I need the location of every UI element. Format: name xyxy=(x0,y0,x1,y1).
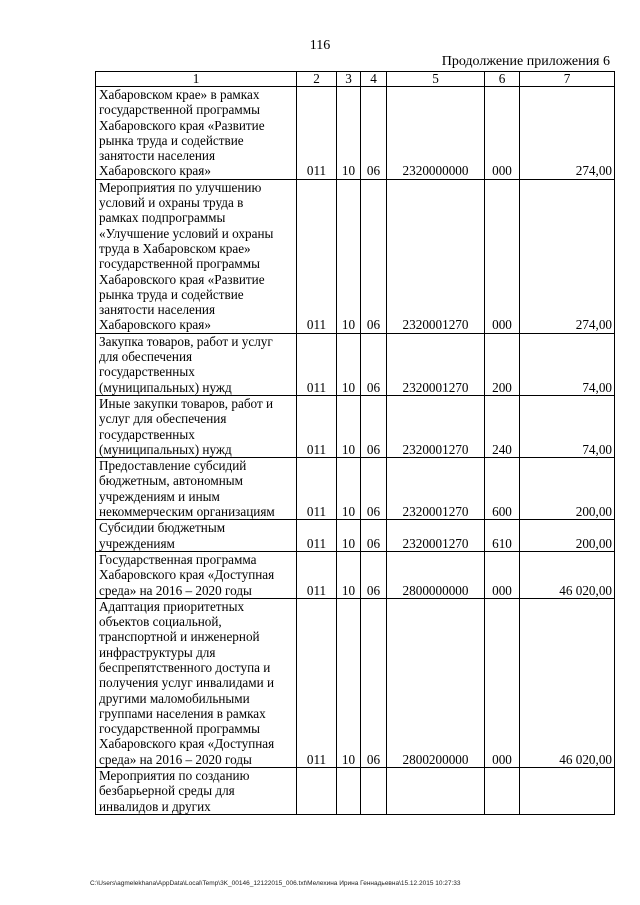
row-name-line: транспортной и инженерной xyxy=(99,629,260,645)
row-name-line: для обеспечения xyxy=(99,349,193,365)
table-row xyxy=(96,179,615,333)
section-cell: 10 xyxy=(337,458,361,520)
target-article-cell: 2320001270 xyxy=(387,333,485,395)
table-row xyxy=(96,333,615,395)
footer-path: C:\Users\agmelekhana\AppData\Local\Temp\3K_00146_12122015_006.txt\Мелехина Ирина Геннадьевна\15.12.2015 10:27:33 xyxy=(90,880,461,887)
expense-type-cell: 200 xyxy=(485,333,520,395)
code-cell: 011 xyxy=(297,333,337,395)
table-row xyxy=(96,598,615,767)
table-row xyxy=(96,768,615,815)
section-cell xyxy=(337,768,361,815)
code-cell: 011 xyxy=(297,598,337,767)
expense-type-cell: 000 xyxy=(485,551,520,598)
row-name-line: услуг для обеспечения xyxy=(99,411,227,427)
header-cell: 4 xyxy=(361,72,387,87)
row-name-cell xyxy=(96,598,297,767)
row-name-line: Закупка товаров, работ и услуг xyxy=(99,333,273,349)
code-cell: 011 xyxy=(297,179,337,333)
code-cell: 011 xyxy=(297,458,337,520)
target-article-cell: 2320000000 xyxy=(387,87,485,180)
row-name-line: Хабаровского края «Развитие xyxy=(99,117,265,133)
row-name-line: Хабаровского края «Доступная xyxy=(99,567,275,583)
header-cell: 1 xyxy=(96,72,297,87)
row-name-line: государственных xyxy=(99,364,195,380)
section-cell: 10 xyxy=(337,179,361,333)
header-row xyxy=(96,72,615,87)
table-row xyxy=(96,395,615,457)
amount-cell: 46 020,00 xyxy=(520,551,615,598)
subsection-cell: 06 xyxy=(361,87,387,180)
row-name-line: Хабаровском крае» в рамках xyxy=(99,87,260,102)
row-name-line: государственной программы xyxy=(99,102,260,118)
row-name-line: Хабаровского края» xyxy=(99,317,211,333)
row-name-line: безбарьерной среды для xyxy=(99,783,235,799)
continuation-label: Продолжение приложения 6 xyxy=(441,54,610,69)
row-name-cell xyxy=(96,458,297,520)
expense-type-cell: 240 xyxy=(485,395,520,457)
row-name-line: объектов социальной, xyxy=(99,614,222,630)
row-name-line: другими маломобильными xyxy=(99,690,250,706)
row-name-line: учреждениям xyxy=(99,535,175,551)
row-name-line: (муниципальных) нужд xyxy=(99,379,232,395)
row-name-line: инвалидов и других xyxy=(99,798,211,814)
subsection-cell: 06 xyxy=(361,520,387,552)
header-cell: 2 xyxy=(297,72,337,87)
subsection-cell: 06 xyxy=(361,395,387,457)
header-cell: 3 xyxy=(337,72,361,87)
row-name-cell xyxy=(96,768,297,815)
table-row xyxy=(96,87,615,180)
amount-cell: 74,00 xyxy=(520,333,615,395)
row-name-line: группами населения в рамках xyxy=(99,705,266,721)
target-article-cell: 2320001270 xyxy=(387,395,485,457)
header-cell: 5 xyxy=(387,72,485,87)
row-name-cell xyxy=(96,551,297,598)
row-name-line: Иные закупки товаров, работ и xyxy=(99,395,274,411)
row-name-line: занятости населения xyxy=(99,302,216,318)
section-cell: 10 xyxy=(337,333,361,395)
header-cell: 6 xyxy=(485,72,520,87)
code-cell: 011 xyxy=(297,87,337,180)
expense-type-cell: 000 xyxy=(485,179,520,333)
code-cell xyxy=(297,768,337,815)
row-name-line: Предоставление субсидий xyxy=(99,458,247,474)
row-name-line: условий и охраны труда в xyxy=(99,195,244,211)
row-name-line: рамках подпрограммы xyxy=(99,210,226,226)
target-article-cell: 2800000000 xyxy=(387,551,485,598)
subsection-cell: 06 xyxy=(361,333,387,395)
row-name-line: Мероприятия по улучшению xyxy=(99,179,262,195)
subsection-cell: 06 xyxy=(361,179,387,333)
row-name-line: государственных xyxy=(99,426,195,442)
row-name-line: (муниципальных) нужд xyxy=(99,441,232,457)
expense-type-cell xyxy=(485,768,520,815)
expense-type-cell: 000 xyxy=(485,598,520,767)
expense-type-cell: 000 xyxy=(485,87,520,180)
row-name-cell xyxy=(96,520,297,552)
row-name-line: рынка труда и содействие xyxy=(99,132,244,148)
subsection-cell: 06 xyxy=(361,551,387,598)
expense-type-cell: 600 xyxy=(485,458,520,520)
section-cell: 10 xyxy=(337,551,361,598)
row-name-line: бюджетным, автономным xyxy=(99,473,243,489)
row-name-line: некоммерческим организациям xyxy=(99,504,275,520)
budget-table xyxy=(95,71,615,815)
row-name-line: Хабаровского края «Развитие xyxy=(99,271,265,287)
subsection-cell: 06 xyxy=(361,458,387,520)
row-name-line: государственной программы xyxy=(99,256,260,272)
row-name-line: Хабаровского края «Доступная xyxy=(99,736,275,752)
row-name-cell xyxy=(96,333,297,395)
row-name-line: рынка труда и содействие xyxy=(99,286,244,302)
row-name-line: среда» на 2016 – 2020 годы xyxy=(99,751,252,767)
page-number: 116 xyxy=(309,38,331,53)
row-name-line: занятости населения xyxy=(99,148,216,164)
row-name-line: Субсидии бюджетным xyxy=(99,520,226,536)
row-name-line: инфраструктуры для xyxy=(99,644,216,660)
amount-cell: 200,00 xyxy=(520,458,615,520)
row-name-line: Мероприятия по созданию xyxy=(99,768,250,784)
code-cell: 011 xyxy=(297,395,337,457)
amount-cell: 200,00 xyxy=(520,520,615,552)
row-name-line: среда» на 2016 – 2020 годы xyxy=(99,582,252,598)
row-name-line: получения услуг инвалидами и xyxy=(99,675,275,691)
row-name-cell xyxy=(96,87,297,180)
row-name-line: государственной программы xyxy=(99,721,260,737)
amount-cell: 74,00 xyxy=(520,395,615,457)
section-cell: 10 xyxy=(337,395,361,457)
amount-cell: 274,00 xyxy=(520,87,615,180)
row-name-line: Государственная программа xyxy=(99,551,257,567)
amount-cell: 274,00 xyxy=(520,179,615,333)
target-article-cell xyxy=(387,768,485,815)
section-cell: 10 xyxy=(337,520,361,552)
table-row xyxy=(96,458,615,520)
amount-cell xyxy=(520,768,615,815)
row-name-line: труда в Хабаровском крае» xyxy=(99,240,251,256)
target-article-cell: 2320001270 xyxy=(387,520,485,552)
row-name-cell xyxy=(96,179,297,333)
section-cell: 10 xyxy=(337,598,361,767)
amount-cell: 46 020,00 xyxy=(520,598,615,767)
row-name-line: Хабаровского края» xyxy=(99,163,211,179)
header-cell: 7 xyxy=(520,72,615,87)
code-cell: 011 xyxy=(297,551,337,598)
row-name-line: «Улучшение условий и охраны xyxy=(99,225,274,241)
row-name-line: учреждениям и иным xyxy=(99,488,220,504)
row-name-line: Адаптация приоритетных xyxy=(99,598,245,614)
subsection-cell: 06 xyxy=(361,598,387,767)
row-name-line: беспрепятственного доступа и xyxy=(99,659,271,675)
code-cell: 011 xyxy=(297,520,337,552)
subsection-cell xyxy=(361,768,387,815)
target-article-cell: 2320001270 xyxy=(387,179,485,333)
section-cell: 10 xyxy=(337,87,361,180)
row-name-cell xyxy=(96,395,297,457)
expense-type-cell: 610 xyxy=(485,520,520,552)
table-row xyxy=(96,551,615,598)
target-article-cell: 2320001270 xyxy=(387,458,485,520)
target-article-cell: 2800200000 xyxy=(387,598,485,767)
table-row xyxy=(96,520,615,552)
